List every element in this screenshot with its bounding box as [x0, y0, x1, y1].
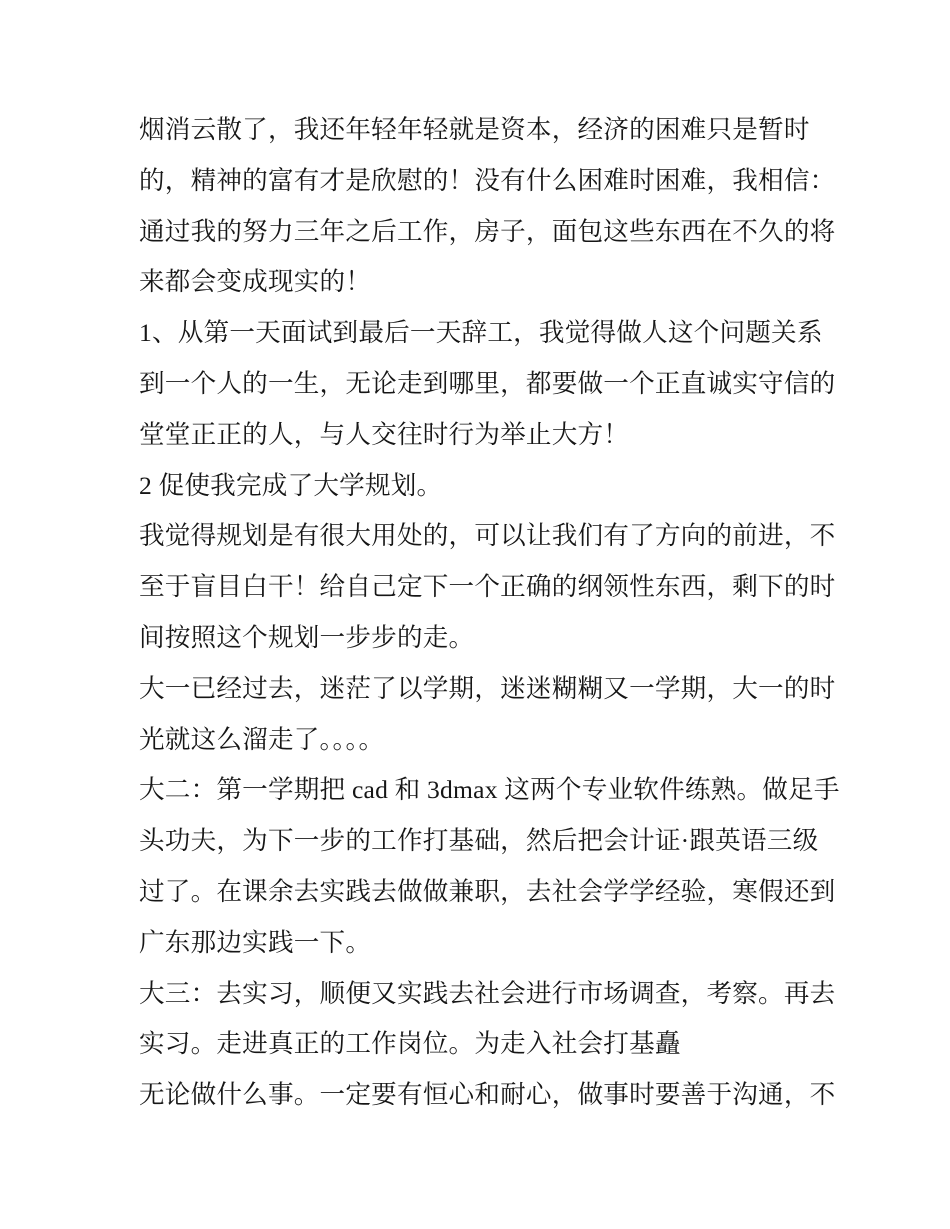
doc-line-4: 来都会变成现实的！ [139, 267, 372, 297]
doc-line-10: 至于盲目白干！给自己定下一个正确的纲领性东西，剩下的时 [139, 572, 836, 602]
doc-line-6: 到一个人的一生，无论走到哪里，都要做一个正直诚实守信的 [139, 368, 836, 398]
doc-line-8: 2 促使我完成了大学规划。 [139, 470, 443, 500]
doc-line-18: 大三：去实习，顺便又实践去社会进行市场调查，考察。再去 [139, 978, 836, 1008]
doc-line-1: 烟消云散了，我还年轻年轻就是资本，经济的困难只是暂时 [139, 115, 810, 144]
doc-line-11: 间按照这个规划一步步的走。 [139, 622, 475, 652]
doc-line-12: 大一已经过去，迷茫了以学期，迷迷糊糊又一学期，大一的时 [139, 673, 836, 703]
doc-line-20: 无论做什么事。一定要有恒心和耐心，做事时要善于沟通，不 [139, 1080, 836, 1110]
doc-line-7: 堂堂正正的人，与人交往时行为举止大方！ [139, 419, 630, 449]
doc-line-15: 头功夫，为下一步的工作打基础，然后把会计证·跟英语三级 [139, 826, 819, 856]
doc-line-16: 过了。在课余去实践去做做兼职，去社会学学经验，寒假还到 [139, 876, 836, 906]
doc-line-5: 1、从第一天面试到最后一天辞工，我觉得做人这个问题关系 [139, 318, 823, 348]
doc-line-3: 通过我的努力三年之后工作，房子，面包这些东西在不久的将 [139, 216, 836, 246]
doc-line-2: 的，精神的富有才是欣慰的！没有什么困难时困难，我相信： [139, 165, 836, 195]
doc-line-9: 我觉得规划是有很大用处的，可以让我们有了方向的前进，不 [139, 521, 836, 551]
doc-line-14: 大二：第一学期把 cad 和 3dmax 这两个专业软件练熟。做足手 [139, 775, 840, 805]
doc-line-17: 广东那边实践一下。 [139, 927, 372, 957]
doc-line-19: 实习。走进真正的工作岗位。为走入社会打基矗 [139, 1029, 681, 1059]
doc-line-13: 光就这么溜走了。。。。 [139, 724, 385, 754]
